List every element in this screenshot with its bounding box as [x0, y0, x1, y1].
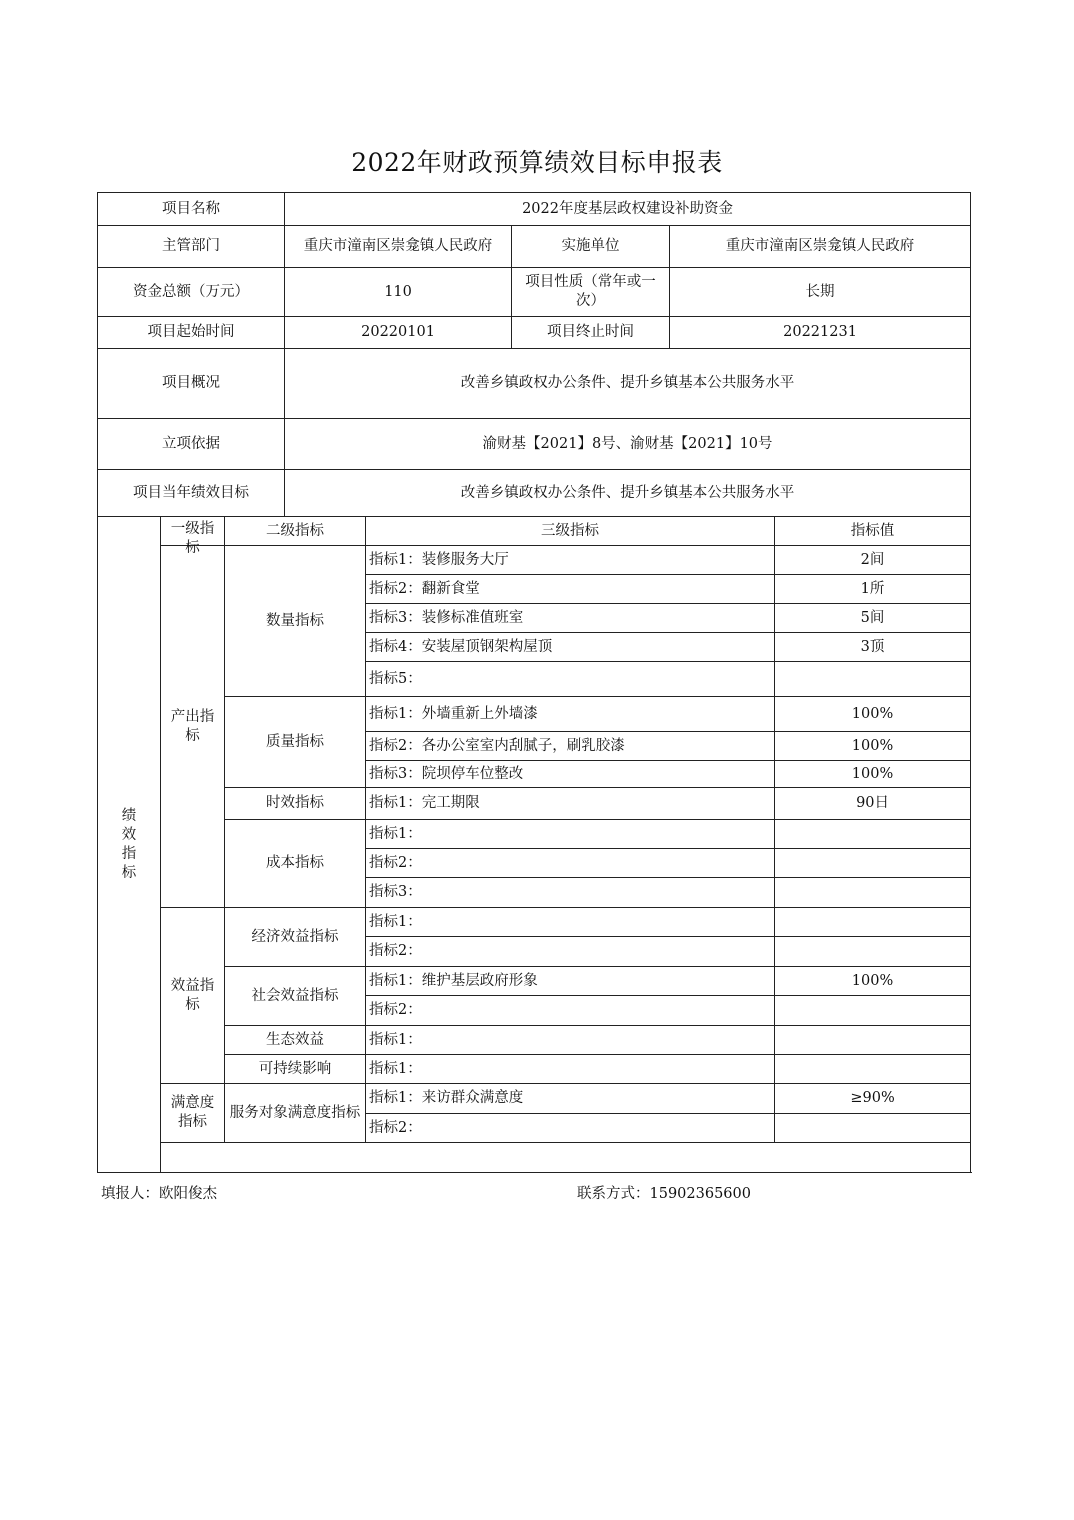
indicator-name: 指标2：各办公室室内刮腻子，刷乳胶漆	[366, 732, 775, 761]
quality-indicators: 质量指标	[225, 697, 366, 788]
indicator-name: 指标3：院坝停车位整改	[366, 761, 775, 788]
indicator-value	[775, 908, 971, 937]
indicator-value: ≥90%	[775, 1084, 971, 1114]
indicator-name: 指标1：维护基层政府形象	[366, 967, 775, 996]
indicator-value	[775, 1055, 971, 1084]
indicator-name: 指标2：	[366, 849, 775, 878]
indicator-value: 3顶	[775, 633, 971, 662]
indicator-value	[775, 878, 971, 908]
indicator-name: 指标3：	[366, 878, 775, 908]
indicator-value: 100%	[775, 732, 971, 761]
value-header: 指标值	[775, 517, 971, 546]
economic-indicators: 经济效益指标	[225, 908, 366, 967]
indicator-value: 100%	[775, 761, 971, 788]
indicator-name: 指标1：	[366, 1055, 775, 1084]
contact-info: 联系方式：15902365600	[577, 1186, 751, 1202]
indicator-name: 指标1：装修服务大厅	[366, 546, 775, 575]
indicator-name: 指标1：	[366, 1026, 775, 1055]
project-name-label: 项目名称	[98, 193, 285, 226]
indicator-name: 指标1：来访群众满意度	[366, 1084, 775, 1114]
indicator-value: 1所	[775, 575, 971, 604]
fund-value: 110	[285, 268, 512, 317]
performance-indicators-text: 绩效指标	[121, 807, 137, 881]
indicator-name: 指标1：	[366, 820, 775, 849]
satisfaction-indicators: 满意度指标	[161, 1084, 225, 1143]
goal-label: 项目当年绩效目标	[98, 470, 285, 517]
indicator-value	[775, 1114, 971, 1143]
indicator-value: 100%	[775, 697, 971, 732]
start-label: 项目起始时间	[98, 317, 285, 349]
indicator-value	[775, 849, 971, 878]
fund-label: 资金总额（万元）	[98, 268, 285, 317]
basis-value: 渝财基【2021】8号、渝财基【2021】10号	[285, 419, 971, 470]
filler-info: 填报人：欧阳俊杰	[101, 1186, 217, 1202]
indicator-name: 指标2：翻新食堂	[366, 575, 775, 604]
overview-label: 项目概况	[98, 349, 285, 419]
level3-header: 三级指标	[366, 517, 775, 546]
basis-label: 立项依据	[98, 419, 285, 470]
indicator-value: 2间	[775, 546, 971, 575]
level2-header: 二级指标	[225, 517, 366, 546]
start-value: 20220101	[285, 317, 512, 349]
indicator-value	[775, 820, 971, 849]
indicator-name: 指标1：	[366, 908, 775, 937]
indicator-name: 指标2：	[366, 1114, 775, 1143]
indicator-name: 指标1：外墙重新上外墙漆	[366, 697, 775, 732]
social-indicators: 社会效益指标	[225, 967, 366, 1026]
level1-header-text: 一级指标	[170, 521, 215, 556]
budget-performance-table	[97, 192, 971, 1173]
nature-label: 项目性质（常年或一次）	[512, 268, 670, 317]
unit-label: 实施单位	[512, 226, 670, 268]
dept-label: 主管部门	[98, 226, 285, 268]
indicator-name: 指标2：	[366, 996, 775, 1026]
indicator-value	[775, 937, 971, 967]
sustainable-indicators: 可持续影响	[225, 1055, 366, 1084]
indicator-name: 指标5：	[366, 662, 775, 697]
indicator-value: 5间	[775, 604, 971, 633]
blank-row	[161, 1143, 971, 1173]
indicator-name: 指标3：装修标准值班室	[366, 604, 775, 633]
overview-value: 改善乡镇政权办公条件、提升乡镇基本公共服务水平	[285, 349, 971, 419]
indicator-value: 100%	[775, 967, 971, 996]
ecological-indicators: 生态效益	[225, 1026, 366, 1055]
performance-indicators-label	[98, 517, 161, 1173]
output-indicators: 产出指标	[161, 546, 225, 908]
indicator-value	[775, 996, 971, 1026]
unit-value: 重庆市潼南区崇龛镇人民政府	[670, 226, 971, 268]
end-value: 20221231	[670, 317, 971, 349]
nature-value: 长期	[670, 268, 971, 317]
indicator-name: 指标2：	[366, 937, 775, 967]
service-satisfaction-indicators: 服务对象满意度指标	[225, 1084, 366, 1143]
quantity-indicators: 数量指标	[225, 546, 366, 697]
indicator-value: 90日	[775, 788, 971, 820]
end-label: 项目终止时间	[512, 317, 670, 349]
indicator-value	[775, 1026, 971, 1055]
page-title: 2022年财政预算绩效目标申报表	[351, 148, 723, 177]
timeliness-indicators: 时效指标	[225, 788, 366, 820]
indicator-value	[775, 662, 971, 697]
cost-indicators: 成本指标	[225, 820, 366, 908]
indicator-name: 指标4：安装屋顶钢架构屋顶	[366, 633, 775, 662]
benefit-indicators: 效益指标	[161, 908, 225, 1084]
dept-value: 重庆市潼南区崇龛镇人民政府	[285, 226, 512, 268]
indicator-name: 指标1：完工期限	[366, 788, 775, 820]
project-name-value: 2022年度基层政权建设补助资金	[285, 193, 971, 226]
level1-header	[161, 517, 225, 556]
goal-value: 改善乡镇政权办公条件、提升乡镇基本公共服务水平	[285, 470, 971, 517]
